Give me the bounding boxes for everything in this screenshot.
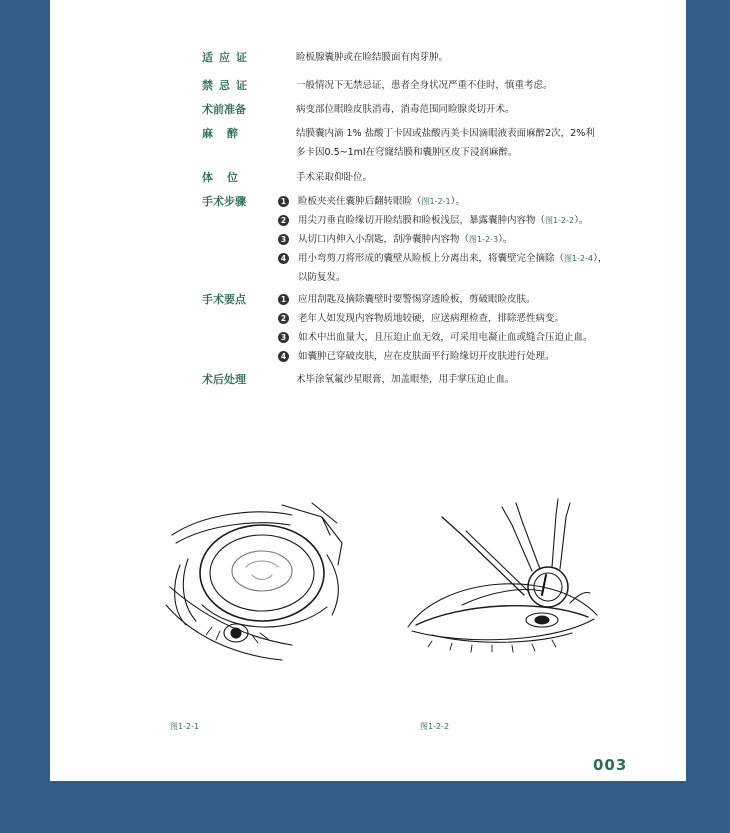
section-text: 术毕涂氧氟沙星眼膏，加盖眼垫，用手掌压迫止血。 bbox=[296, 374, 515, 385]
list-item: 4 用小弯剪刀将形成的囊壁从睑板上分离出来，将囊壁完全摘除（图1-2-4）， 以防复发。 bbox=[278, 249, 658, 287]
list-item: 2 用尖刀垂直睑缘切开睑结膜和睑板浅层，暴露囊肿内容物（图1-2-2）。 bbox=[278, 211, 658, 230]
figure-ref: 图1-2-1 bbox=[421, 197, 451, 206]
section-label: 禁忌证 bbox=[202, 79, 253, 92]
step-number: 1 bbox=[278, 196, 289, 207]
section-text: 手术采取仰卧位。 bbox=[296, 172, 373, 183]
point-number: 4 bbox=[278, 351, 289, 362]
section-text: 睑板腺囊肿或在睑结膜面有肉芽肿。 bbox=[296, 52, 449, 63]
point-number: 2 bbox=[278, 313, 289, 324]
section-text: 病变部位眼睑皮肤消毒，消毒范围同睑腺炎切开术。 bbox=[296, 104, 515, 115]
section-label: 适应证 bbox=[202, 51, 253, 64]
page-number: 003 bbox=[593, 756, 628, 774]
section-label: 体位 bbox=[202, 171, 252, 184]
section-label: 麻醉 bbox=[202, 127, 252, 140]
section-label: 术后处理 bbox=[202, 373, 246, 386]
figure-caption: 图1-2-2 bbox=[420, 722, 450, 731]
figure-ref: 图1-2-3 bbox=[469, 235, 499, 244]
anesthesia-line-2: 多卡因0.5~1ml在穹窿结膜和囊肿区皮下浸润麻醉。 bbox=[296, 147, 518, 158]
list-item: 4 如囊肿已穿破皮肤，应在皮肤面平行睑缘切开皮肤进行处理。 bbox=[278, 347, 658, 366]
book-page bbox=[50, 0, 686, 781]
list-item: 2 老年人如发现内容物质地较硬，应送病理检查，排除恶性病变。 bbox=[278, 309, 658, 328]
step-number: 2 bbox=[278, 215, 289, 226]
list-item: 3 如术中出血量大，且压迫止血无效，可采用电凝止血或缝合压迫止血。 bbox=[278, 328, 658, 347]
list-item: 3 从切口内伸入小刮匙，刮净囊肿内容物（图1-2-3）。 bbox=[278, 230, 658, 249]
steps-list bbox=[278, 192, 658, 287]
list-item: 1 应用刮匙及摘除囊壁时要警惕穿透睑板，剪破眼睑皮肤。 bbox=[278, 290, 658, 309]
anesthesia-line-1: 结膜囊内滴 1% 盐酸丁卡因或盐酸丙美卡因滴眼液表面麻醉2次，2%利 bbox=[296, 128, 595, 139]
step-number: 4 bbox=[278, 253, 289, 264]
section-label: 术前准备 bbox=[202, 103, 246, 116]
everted-eyelid-with-clamp-illustration bbox=[162, 495, 362, 665]
figure-ref: 图1-2-4 bbox=[564, 254, 594, 263]
point-number: 1 bbox=[278, 294, 289, 305]
list-item: 1 睑板夹夹住囊肿后翻转眼睑（图1-2-1）。 bbox=[278, 192, 658, 211]
step-number: 3 bbox=[278, 234, 289, 245]
point-number: 3 bbox=[278, 332, 289, 343]
section-label: 手术步骤 bbox=[202, 195, 246, 208]
section-text: 一般情况下无禁忌证，患者全身状况严重不佳时，慎重考虑。 bbox=[296, 80, 553, 91]
figure-ref: 图1-2-2 bbox=[545, 216, 575, 225]
section-text bbox=[296, 124, 636, 162]
keypoints-list bbox=[278, 290, 658, 366]
eye-with-clamp-and-scalpel-illustration bbox=[402, 495, 602, 655]
figure-caption: 图1-2-1 bbox=[170, 722, 200, 731]
section-label: 手术要点 bbox=[202, 293, 246, 306]
